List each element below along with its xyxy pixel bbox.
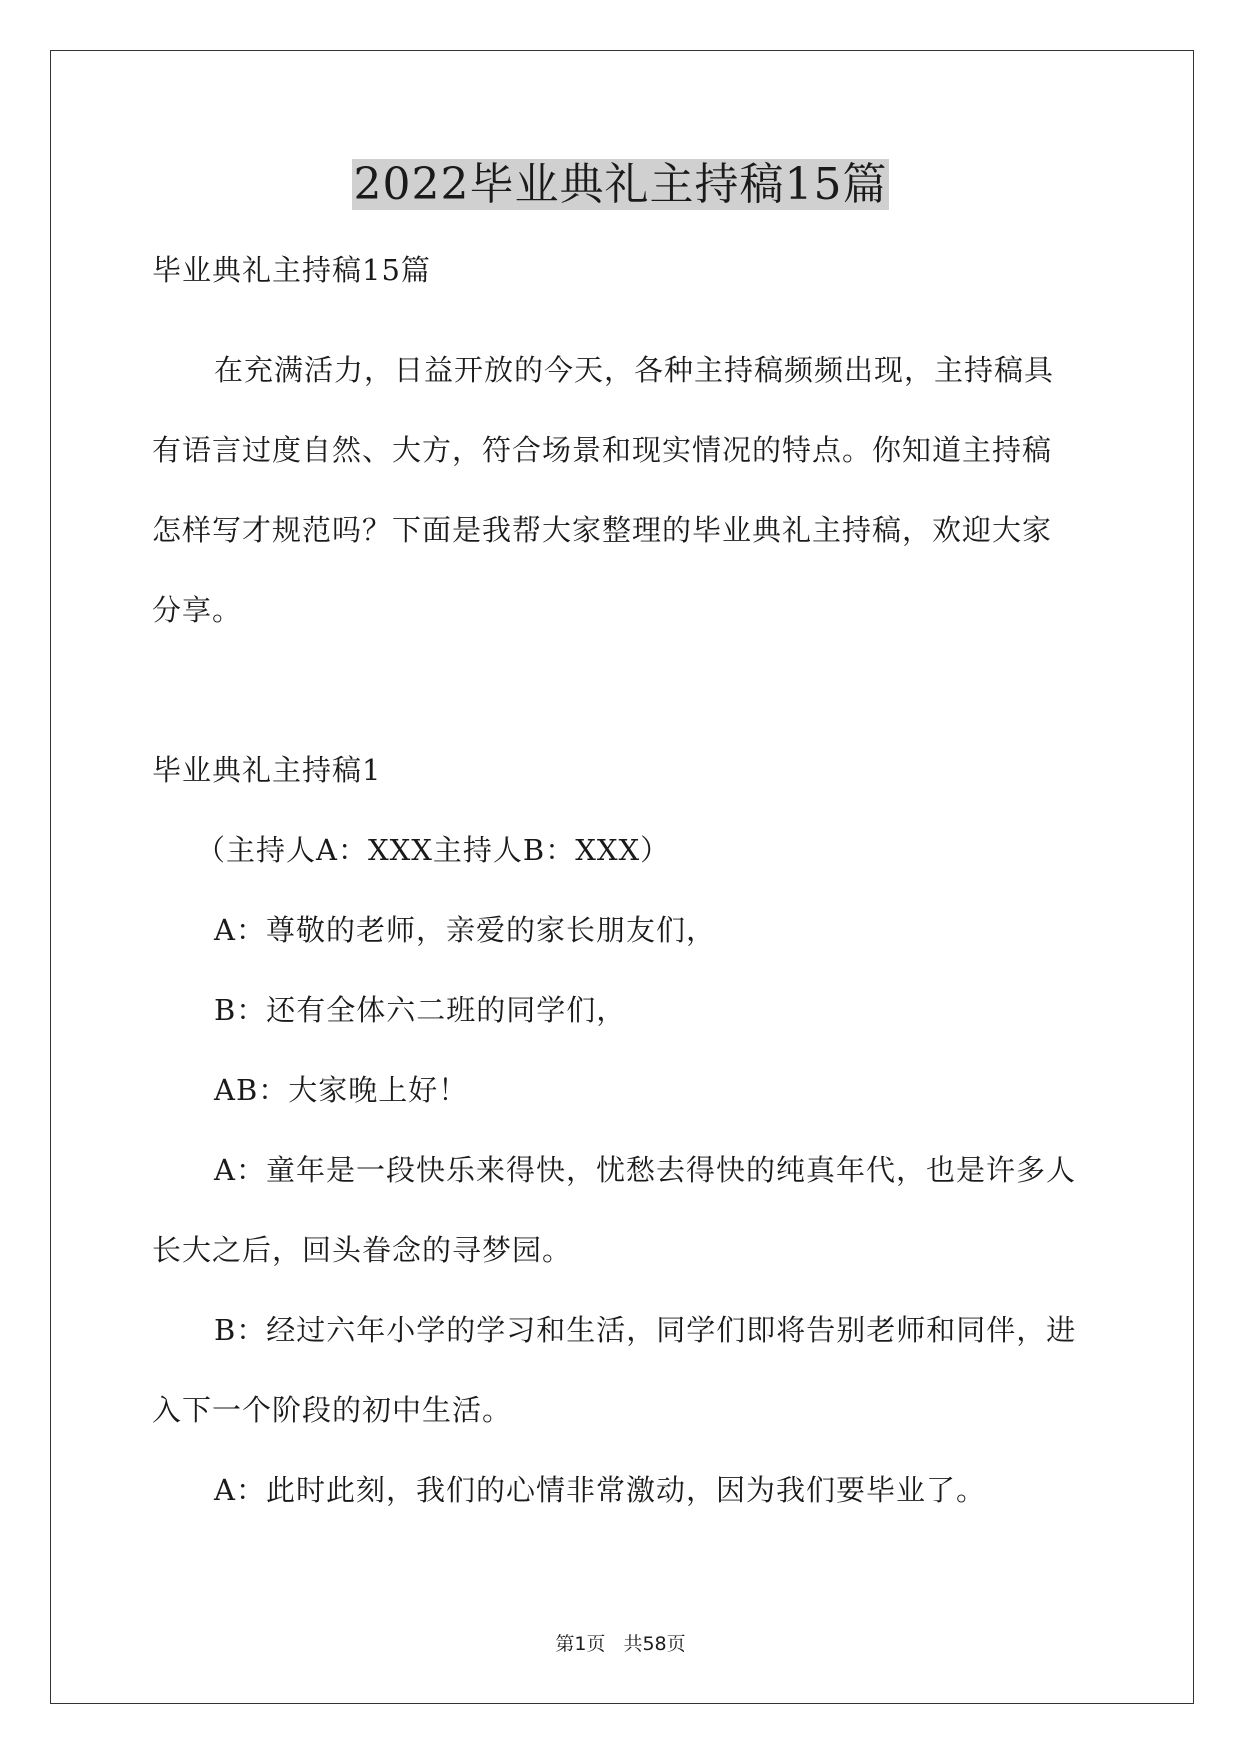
paragraph-line: B：还有全体六二班的同学们，	[214, 993, 627, 1027]
paragraph-line: A：童年是一段快乐来得快，忧愁去得快的纯真年代，也是许多人	[214, 1153, 1076, 1187]
document-title-text: 2022毕业典礼主持稿15篇	[353, 159, 888, 210]
document-title	[0, 155, 1241, 215]
paragraph-line: A：尊敬的老师，亲爱的家长朋友们，	[214, 913, 716, 947]
page-border	[50, 50, 1194, 1704]
paragraph-line: A：此时此刻，我们的心情非常激动，因为我们要毕业了。	[214, 1473, 986, 1507]
paragraph-line: （主持人A：XXX主持人B：XXX）	[196, 833, 671, 867]
paragraph-line: B：经过六年小学的学习和生活，同学们即将告别老师和同伴，进	[214, 1313, 1077, 1347]
paragraph-line: 分享。	[152, 593, 243, 627]
section-heading: 毕业典礼主持稿15篇	[152, 253, 431, 287]
section-heading: 毕业典礼主持稿1	[152, 753, 382, 787]
paragraph-line: 有语言过度自然、大方，符合场景和现实情况的特点。你知道主持稿	[152, 433, 1053, 467]
paragraph-line: 长大之后，回头眷念的寻梦园。	[152, 1233, 573, 1267]
paragraph-line: AB：大家晚上好！	[214, 1073, 469, 1107]
paragraph-line: 怎样写才规范吗？下面是我帮大家整理的毕业典礼主持稿，欢迎大家	[152, 513, 1053, 547]
paragraph-line: 入下一个阶段的初中生活。	[152, 1393, 513, 1427]
total-pages: 共58页	[623, 1633, 686, 1655]
page-number: 第1页	[555, 1633, 606, 1655]
paragraph-line: 在充满活力，日益开放的今天，各种主持稿频频出现，主持稿具	[214, 353, 1055, 387]
page-footer	[0, 1631, 1241, 1657]
